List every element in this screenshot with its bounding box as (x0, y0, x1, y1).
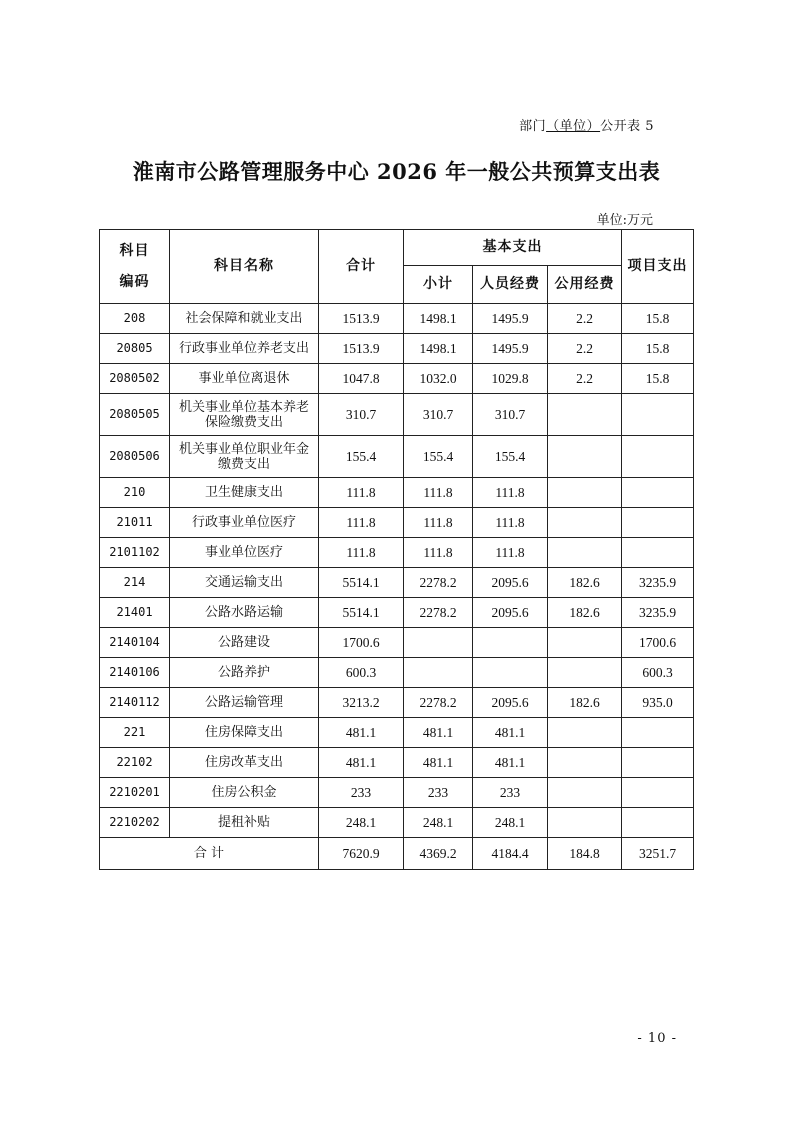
cell-personnel: 1495.9 (473, 334, 548, 364)
cell-project: 1700.6 (622, 628, 694, 658)
cell-total: 600.3 (319, 658, 404, 688)
cell-project (622, 718, 694, 748)
cell-project: 600.3 (622, 658, 694, 688)
cell-public (548, 778, 622, 808)
header-public: 公用经费 (548, 266, 622, 304)
cell-public: 2.2 (548, 364, 622, 394)
cell-name: 卫生健康支出 (170, 478, 319, 508)
cell-personnel: 2095.6 (473, 568, 548, 598)
header-code (100, 230, 170, 304)
table-row (100, 598, 694, 628)
table-row (100, 568, 694, 598)
cell-subtotal: 233 (404, 778, 473, 808)
cell-code: 2210202 (100, 808, 170, 838)
document-title: 淮南市公路管理服务中心 2026 年一般公共预算支出表 (132, 159, 661, 184)
cell-code: 20805 (100, 334, 170, 364)
cell-code: 2080505 (100, 394, 170, 436)
cell-code: 2140106 (100, 658, 170, 688)
cell-subtotal: 111.8 (404, 538, 473, 568)
cell-public: 2.2 (548, 304, 622, 334)
cell-total: 248.1 (319, 808, 404, 838)
cell-subtotal: 481.1 (404, 718, 473, 748)
cell-subtotal: 1498.1 (404, 334, 473, 364)
table-header (100, 230, 694, 304)
cell-public (548, 718, 622, 748)
cell-code: 2210201 (100, 778, 170, 808)
total-label: 合 计 (100, 838, 319, 870)
cell-subtotal (404, 628, 473, 658)
cell-total: 481.1 (319, 748, 404, 778)
cell-total: 155.4 (319, 436, 404, 478)
cell-project (622, 808, 694, 838)
header-subtotal: 小计 (404, 266, 473, 304)
cell-name: 公路养护 (170, 658, 319, 688)
total-project: 3251.7 (622, 838, 694, 870)
unit-note: 单位:万元 (596, 213, 653, 228)
cell-project (622, 436, 694, 478)
header-name: 科目名称 (170, 230, 319, 304)
cell-total: 111.8 (319, 538, 404, 568)
cell-personnel: 111.8 (473, 508, 548, 538)
cell-name: 行政事业单位医疗 (170, 508, 319, 538)
cell-project: 3235.9 (622, 598, 694, 628)
table-label (519, 115, 654, 134)
cell-total: 5514.1 (319, 568, 404, 598)
cell-personnel: 111.8 (473, 478, 548, 508)
cell-project (622, 508, 694, 538)
cell-subtotal (404, 658, 473, 688)
table-label-suffix: 公开表 5 (600, 119, 654, 134)
cell-personnel: 310.7 (473, 394, 548, 436)
cell-code: 2101102 (100, 538, 170, 568)
table-row (100, 394, 694, 436)
cell-name: 机关事业单位基本养老保险缴费支出 (170, 394, 319, 436)
total-sum: 7620.9 (319, 838, 404, 870)
cell-personnel (473, 628, 548, 658)
table-row (100, 436, 694, 478)
cell-code: 2140104 (100, 628, 170, 658)
cell-subtotal: 248.1 (404, 808, 473, 838)
table-row (100, 478, 694, 508)
cell-personnel: 481.1 (473, 718, 548, 748)
cell-total: 481.1 (319, 718, 404, 748)
table-row (100, 364, 694, 394)
cell-total: 233 (319, 778, 404, 808)
table-label-unit: （单位） (546, 119, 601, 134)
table-row (100, 718, 694, 748)
cell-code: 2080502 (100, 364, 170, 394)
cell-public (548, 508, 622, 538)
cell-code: 221 (100, 718, 170, 748)
cell-name: 住房保障支出 (170, 718, 319, 748)
cell-total: 111.8 (319, 508, 404, 538)
cell-project (622, 748, 694, 778)
total-row (100, 838, 694, 870)
cell-code: 2080506 (100, 436, 170, 478)
cell-code: 22102 (100, 748, 170, 778)
cell-total: 310.7 (319, 394, 404, 436)
cell-project (622, 478, 694, 508)
total-public: 184.8 (548, 838, 622, 870)
cell-total: 5514.1 (319, 598, 404, 628)
table-row (100, 688, 694, 718)
cell-name: 交通运输支出 (170, 568, 319, 598)
cell-personnel: 248.1 (473, 808, 548, 838)
cell-project: 3235.9 (622, 568, 694, 598)
cell-subtotal: 310.7 (404, 394, 473, 436)
cell-public: 182.6 (548, 568, 622, 598)
table-row (100, 778, 694, 808)
header-code-bottom: 编码 (119, 273, 150, 290)
cell-public: 182.6 (548, 598, 622, 628)
cell-personnel: 481.1 (473, 748, 548, 778)
table-row (100, 334, 694, 364)
total-personnel: 4184.4 (473, 838, 548, 870)
table-row (100, 628, 694, 658)
cell-public (548, 748, 622, 778)
total-subtotal: 4369.2 (404, 838, 473, 870)
cell-public (548, 394, 622, 436)
cell-total: 1513.9 (319, 334, 404, 364)
cell-public (548, 658, 622, 688)
cell-total: 1700.6 (319, 628, 404, 658)
cell-project (622, 778, 694, 808)
cell-total: 3213.2 (319, 688, 404, 718)
cell-personnel: 2095.6 (473, 598, 548, 628)
cell-total: 111.8 (319, 478, 404, 508)
header-basic: 基本支出 (404, 230, 622, 266)
cell-project (622, 538, 694, 568)
cell-name: 行政事业单位养老支出 (170, 334, 319, 364)
header-code-top: 科目 (119, 242, 150, 259)
cell-personnel: 111.8 (473, 538, 548, 568)
table-row (100, 658, 694, 688)
cell-name: 机关事业单位职业年金缴费支出 (170, 436, 319, 478)
cell-subtotal: 481.1 (404, 748, 473, 778)
cell-personnel: 1495.9 (473, 304, 548, 334)
cell-subtotal: 2278.2 (404, 568, 473, 598)
table-row (100, 748, 694, 778)
cell-personnel (473, 658, 548, 688)
cell-public: 2.2 (548, 334, 622, 364)
cell-name: 住房公积金 (170, 778, 319, 808)
cell-name: 社会保障和就业支出 (170, 304, 319, 334)
cell-code: 21401 (100, 598, 170, 628)
cell-personnel: 233 (473, 778, 548, 808)
table-row (100, 304, 694, 334)
cell-personnel: 1029.8 (473, 364, 548, 394)
page-number: - 10 - (637, 1031, 677, 1046)
cell-public (548, 478, 622, 508)
header-project: 项目支出 (622, 230, 694, 304)
cell-name: 公路水路运输 (170, 598, 319, 628)
cell-code: 2140112 (100, 688, 170, 718)
cell-name: 提租补贴 (170, 808, 319, 838)
cell-name: 公路运输管理 (170, 688, 319, 718)
cell-project: 15.8 (622, 304, 694, 334)
cell-subtotal: 2278.2 (404, 688, 473, 718)
cell-subtotal: 155.4 (404, 436, 473, 478)
cell-subtotal: 111.8 (404, 478, 473, 508)
cell-code: 208 (100, 304, 170, 334)
header-personnel: 人员经费 (473, 266, 548, 304)
cell-name: 事业单位离退休 (170, 364, 319, 394)
table-row (100, 508, 694, 538)
cell-project: 15.8 (622, 334, 694, 364)
cell-subtotal: 1032.0 (404, 364, 473, 394)
cell-project: 15.8 (622, 364, 694, 394)
header-total: 合计 (319, 230, 404, 304)
cell-subtotal: 111.8 (404, 508, 473, 538)
cell-total: 1513.9 (319, 304, 404, 334)
cell-public (548, 538, 622, 568)
cell-public (548, 436, 622, 478)
cell-name: 事业单位医疗 (170, 538, 319, 568)
table-row (100, 808, 694, 838)
cell-total: 1047.8 (319, 364, 404, 394)
cell-subtotal: 1498.1 (404, 304, 473, 334)
cell-subtotal: 2278.2 (404, 598, 473, 628)
cell-public (548, 808, 622, 838)
cell-code: 214 (100, 568, 170, 598)
cell-public: 182.6 (548, 688, 622, 718)
budget-table (99, 229, 694, 870)
cell-code: 21011 (100, 508, 170, 538)
cell-code: 210 (100, 478, 170, 508)
table-row (100, 538, 694, 568)
cell-name: 住房改革支出 (170, 748, 319, 778)
cell-project: 935.0 (622, 688, 694, 718)
cell-personnel: 2095.6 (473, 688, 548, 718)
cell-name: 公路建设 (170, 628, 319, 658)
cell-personnel: 155.4 (473, 436, 548, 478)
table-body (100, 304, 694, 870)
cell-project (622, 394, 694, 436)
cell-public (548, 628, 622, 658)
table-label-prefix: 部门 (519, 119, 547, 134)
